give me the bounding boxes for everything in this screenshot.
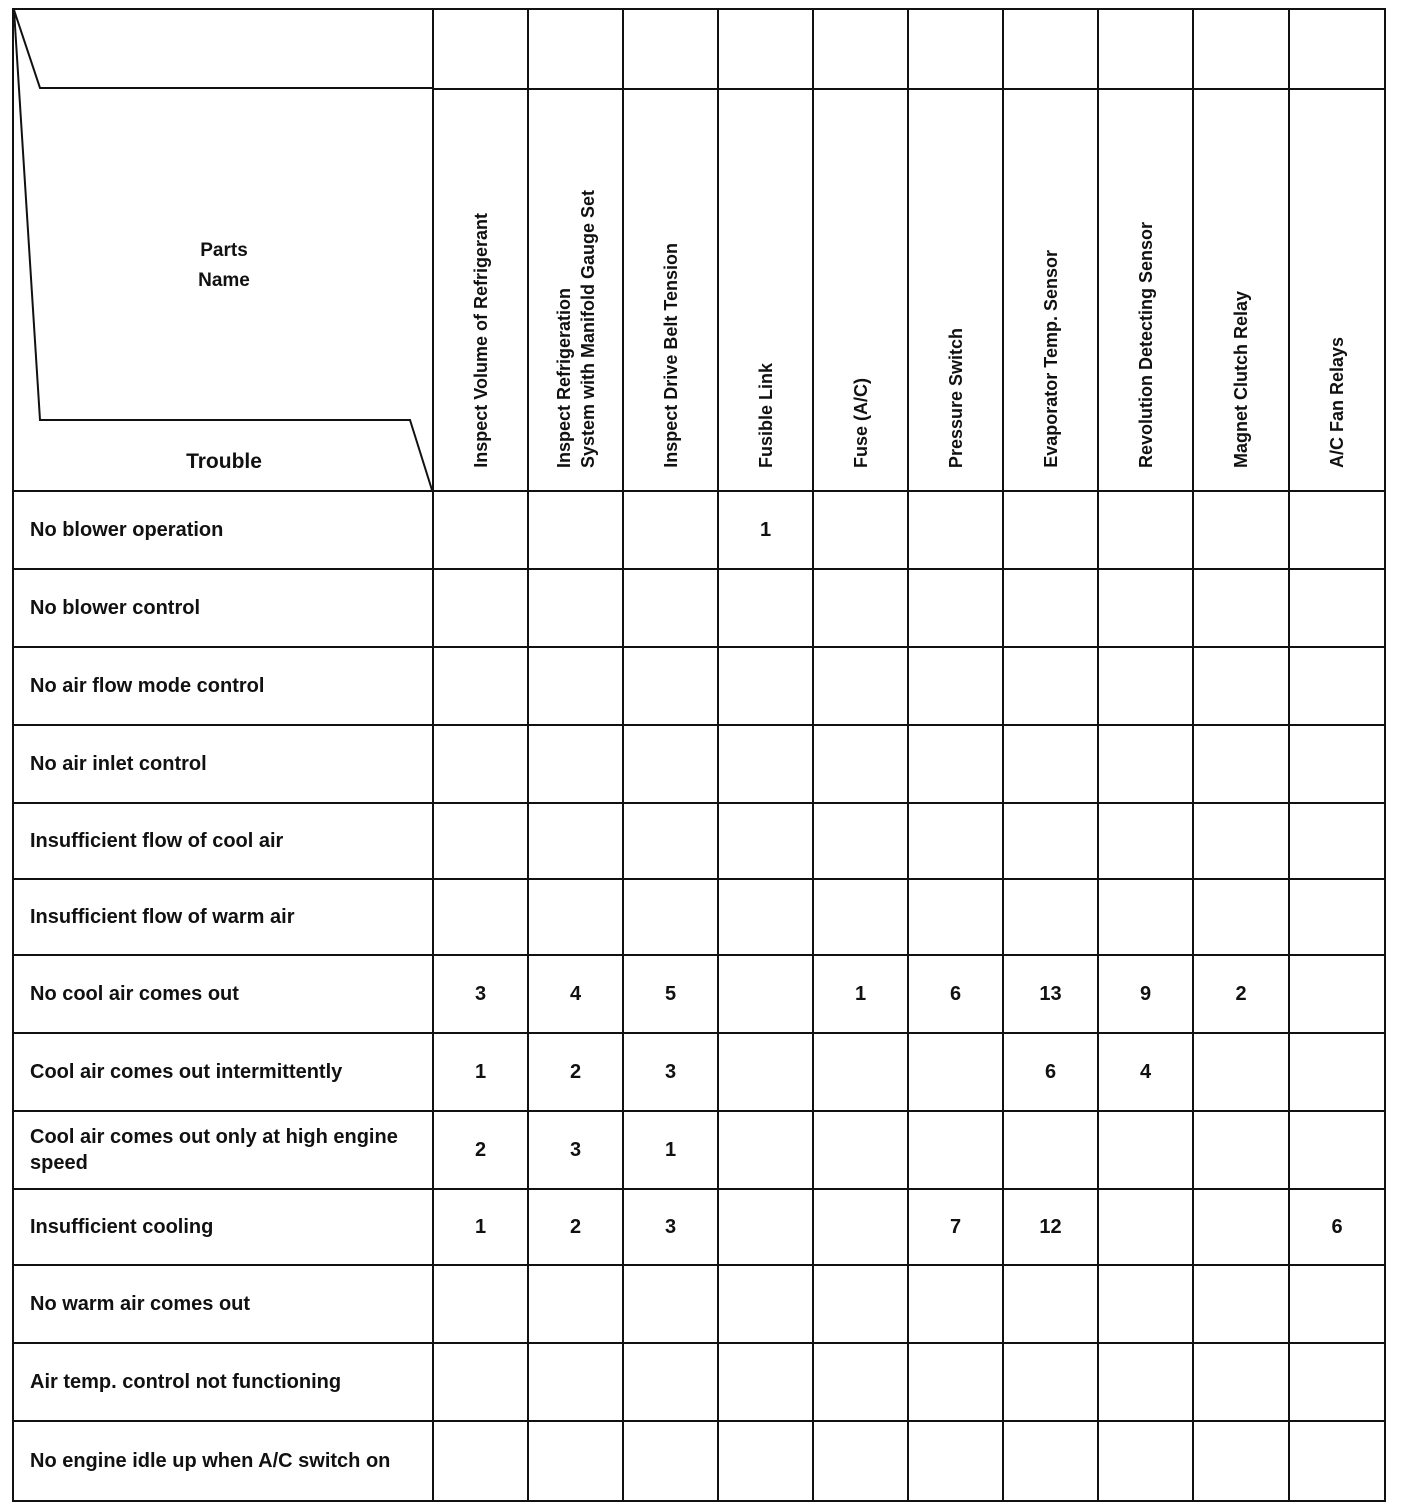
order-cell [1003,1265,1098,1343]
order-cell: 3 [433,955,528,1033]
order-cell [623,647,718,725]
table-row [13,1033,1385,1111]
order-cell [813,1265,908,1343]
order-cell [813,1033,908,1111]
order-cell [1193,1343,1289,1421]
order-cell [813,491,908,569]
top-blank-cell [813,9,908,89]
order-cell [623,879,718,955]
order-cell [908,1033,1003,1111]
order-cell: 4 [1098,1033,1193,1111]
order-cell [1193,1111,1289,1189]
order-cell [433,879,528,955]
table-row [13,955,1385,1033]
order-cell: 3 [623,1033,718,1111]
order-cell [433,1265,528,1343]
trouble-cell: Cool air comes out intermittently [13,1033,433,1111]
order-cell [813,647,908,725]
table-row [13,1421,1385,1501]
order-cell [1098,1421,1193,1501]
order-cell [1193,491,1289,569]
order-cell [528,1343,623,1421]
order-cell: 2 [433,1111,528,1189]
top-blank-cell [1098,9,1193,89]
order-cell [1098,879,1193,955]
table-row [13,569,1385,647]
order-cell [1003,879,1098,955]
order-cell [718,1189,813,1265]
column-header-label: Pressure Switch [945,327,966,468]
trouble-cell: Air temp. control not functioning [13,1343,433,1421]
column-header [718,89,813,491]
trouble-cell: No air inlet control [13,725,433,803]
order-cell [528,1421,623,1501]
top-blank-cell [433,9,528,89]
column-header-label: Fusible Link [755,362,776,468]
troubleshooting-matrix [12,8,1384,1498]
order-cell: 2 [1193,955,1289,1033]
column-header-label: Inspect Drive Belt Tension [660,243,681,468]
order-cell [1289,1265,1385,1343]
order-cell [1289,803,1385,879]
order-cell [718,1033,813,1111]
order-cell [718,1343,813,1421]
order-cell: 7 [908,1189,1003,1265]
order-cell [528,1265,623,1343]
order-cell: 9 [1098,955,1193,1033]
order-cell: 12 [1003,1189,1098,1265]
trouble-cell: No blower operation [13,491,433,569]
header-top-strip [13,9,1385,89]
table-row [13,879,1385,955]
order-cell: 1 [623,1111,718,1189]
column-header [1289,89,1385,491]
order-cell [1193,879,1289,955]
order-cell [1098,1343,1193,1421]
order-cell [433,647,528,725]
order-cell [1289,1033,1385,1111]
order-cell [1289,1111,1385,1189]
order-cell [623,1421,718,1501]
column-header-label: Magnet Clutch Relay [1231,290,1251,468]
order-cell [1003,1421,1098,1501]
order-cell [1193,803,1289,879]
top-blank-cell [908,9,1003,89]
order-cell [718,725,813,803]
order-cell: 1 [433,1033,528,1111]
order-cell [1289,569,1385,647]
order-cell: 6 [908,955,1003,1033]
order-cell [1193,1189,1289,1265]
order-cell [1098,1189,1193,1265]
order-cell [528,569,623,647]
order-cell [718,955,813,1033]
trouble-cell: No cool air comes out [13,955,433,1033]
parts-name-label [179,236,269,296]
order-cell [623,491,718,569]
order-cell: 5 [623,955,718,1033]
order-cell: 1 [813,955,908,1033]
trouble-cell: No engine idle up when A/C switch on [13,1421,433,1501]
order-cell [1098,647,1193,725]
column-header [623,89,718,491]
trouble-label: Trouble [186,450,262,473]
order-cell [1098,803,1193,879]
trouble-cell: No blower control [13,569,433,647]
order-cell [908,879,1003,955]
order-cell [718,803,813,879]
order-cell [433,569,528,647]
corner-header-cell [13,9,433,491]
column-header [433,89,528,491]
trouble-cell: Insufficient cooling [13,1189,433,1265]
order-cell [718,647,813,725]
order-cell [1003,1343,1098,1421]
column-header [1003,89,1098,491]
order-cell: 2 [528,1033,623,1111]
order-cell [908,1343,1003,1421]
order-cell: 6 [1289,1189,1385,1265]
table-row [13,803,1385,879]
order-cell [528,725,623,803]
order-cell: 6 [1003,1033,1098,1111]
order-cell [908,725,1003,803]
order-cell [813,569,908,647]
order-cell [718,569,813,647]
top-blank-cell [528,9,623,89]
trouble-cell: Insufficient flow of cool air [13,803,433,879]
column-header [813,89,908,491]
column-header-label: Inspect Volume of Refrigerant [470,213,491,468]
order-cell [813,1343,908,1421]
order-cell [433,1421,528,1501]
order-cell [1193,1265,1289,1343]
order-cell [908,491,1003,569]
trouble-parts-table [12,8,1386,1502]
order-cell: 3 [528,1111,623,1189]
trouble-cell: Insufficient flow of warm air [13,879,433,955]
order-cell [1098,725,1193,803]
order-cell [1003,725,1098,803]
order-cell [813,1111,908,1189]
order-cell [623,803,718,879]
order-cell [433,725,528,803]
column-header-label: A/C Fan Relays [1327,336,1347,468]
order-cell [908,647,1003,725]
order-cell [908,1421,1003,1501]
top-blank-cell [718,9,813,89]
parts-name-line1: Parts [200,240,248,261]
order-cell: 3 [623,1189,718,1265]
column-header [1098,89,1193,491]
order-cell [1098,569,1193,647]
order-cell [908,1111,1003,1189]
order-cell [1289,879,1385,955]
column-header-label: Fuse (A/C) [850,378,871,468]
order-cell [718,1421,813,1501]
order-cell [1003,1111,1098,1189]
parts-name-line2: Name [198,270,250,291]
order-cell [623,725,718,803]
order-cell [813,1421,908,1501]
order-cell [718,1265,813,1343]
order-cell [1003,491,1098,569]
order-cell [1289,955,1385,1033]
column-header-label: Inspect Refrigeration System with Manifold Gauge Set [553,189,598,468]
order-cell [623,569,718,647]
order-cell: 2 [528,1189,623,1265]
table-row [13,647,1385,725]
order-cell: 1 [433,1189,528,1265]
trouble-cell: No air flow mode control [13,647,433,725]
top-blank-cell [623,9,718,89]
order-cell: 13 [1003,955,1098,1033]
order-cell [433,1343,528,1421]
order-cell [623,1265,718,1343]
table-row [13,1343,1385,1421]
order-cell [433,491,528,569]
order-cell [433,803,528,879]
order-cell: 4 [528,955,623,1033]
order-cell [1193,1421,1289,1501]
order-cell [528,491,623,569]
order-cell [813,879,908,955]
order-cell [1098,491,1193,569]
column-header-label: Evaporator Temp. Sensor [1040,250,1061,468]
order-cell [1098,1265,1193,1343]
order-cell [528,879,623,955]
top-blank-cell [1003,9,1098,89]
column-header-label: Revolution Detecting Sensor [1135,221,1156,468]
order-cell [1193,647,1289,725]
order-cell [623,1343,718,1421]
order-cell [908,803,1003,879]
order-cell [1193,1033,1289,1111]
order-cell [1289,647,1385,725]
column-header [1193,89,1289,491]
order-cell [813,803,908,879]
order-cell [1193,569,1289,647]
trouble-cell: Cool air comes out only at high engine speed [13,1111,433,1189]
order-cell [1003,569,1098,647]
table-row [13,725,1385,803]
table-row [13,491,1385,569]
table-row [13,1189,1385,1265]
table-row [13,1111,1385,1189]
order-cell [528,803,623,879]
top-blank-cell [1193,9,1289,89]
order-cell [718,1111,813,1189]
order-cell [1003,803,1098,879]
order-cell [1098,1111,1193,1189]
order-cell [528,647,623,725]
order-cell [1289,491,1385,569]
order-cell [908,1265,1003,1343]
order-cell [1289,1343,1385,1421]
order-cell [908,569,1003,647]
trouble-cell: No warm air comes out [13,1265,433,1343]
column-header [908,89,1003,491]
order-cell [1289,725,1385,803]
order-cell [718,879,813,955]
table-row [13,1265,1385,1343]
order-cell [1003,647,1098,725]
order-cell [813,725,908,803]
order-cell [1193,725,1289,803]
order-cell [813,1189,908,1265]
order-cell: 1 [718,491,813,569]
top-blank-cell [1289,9,1385,89]
column-header [528,89,623,491]
order-cell [1289,1421,1385,1501]
